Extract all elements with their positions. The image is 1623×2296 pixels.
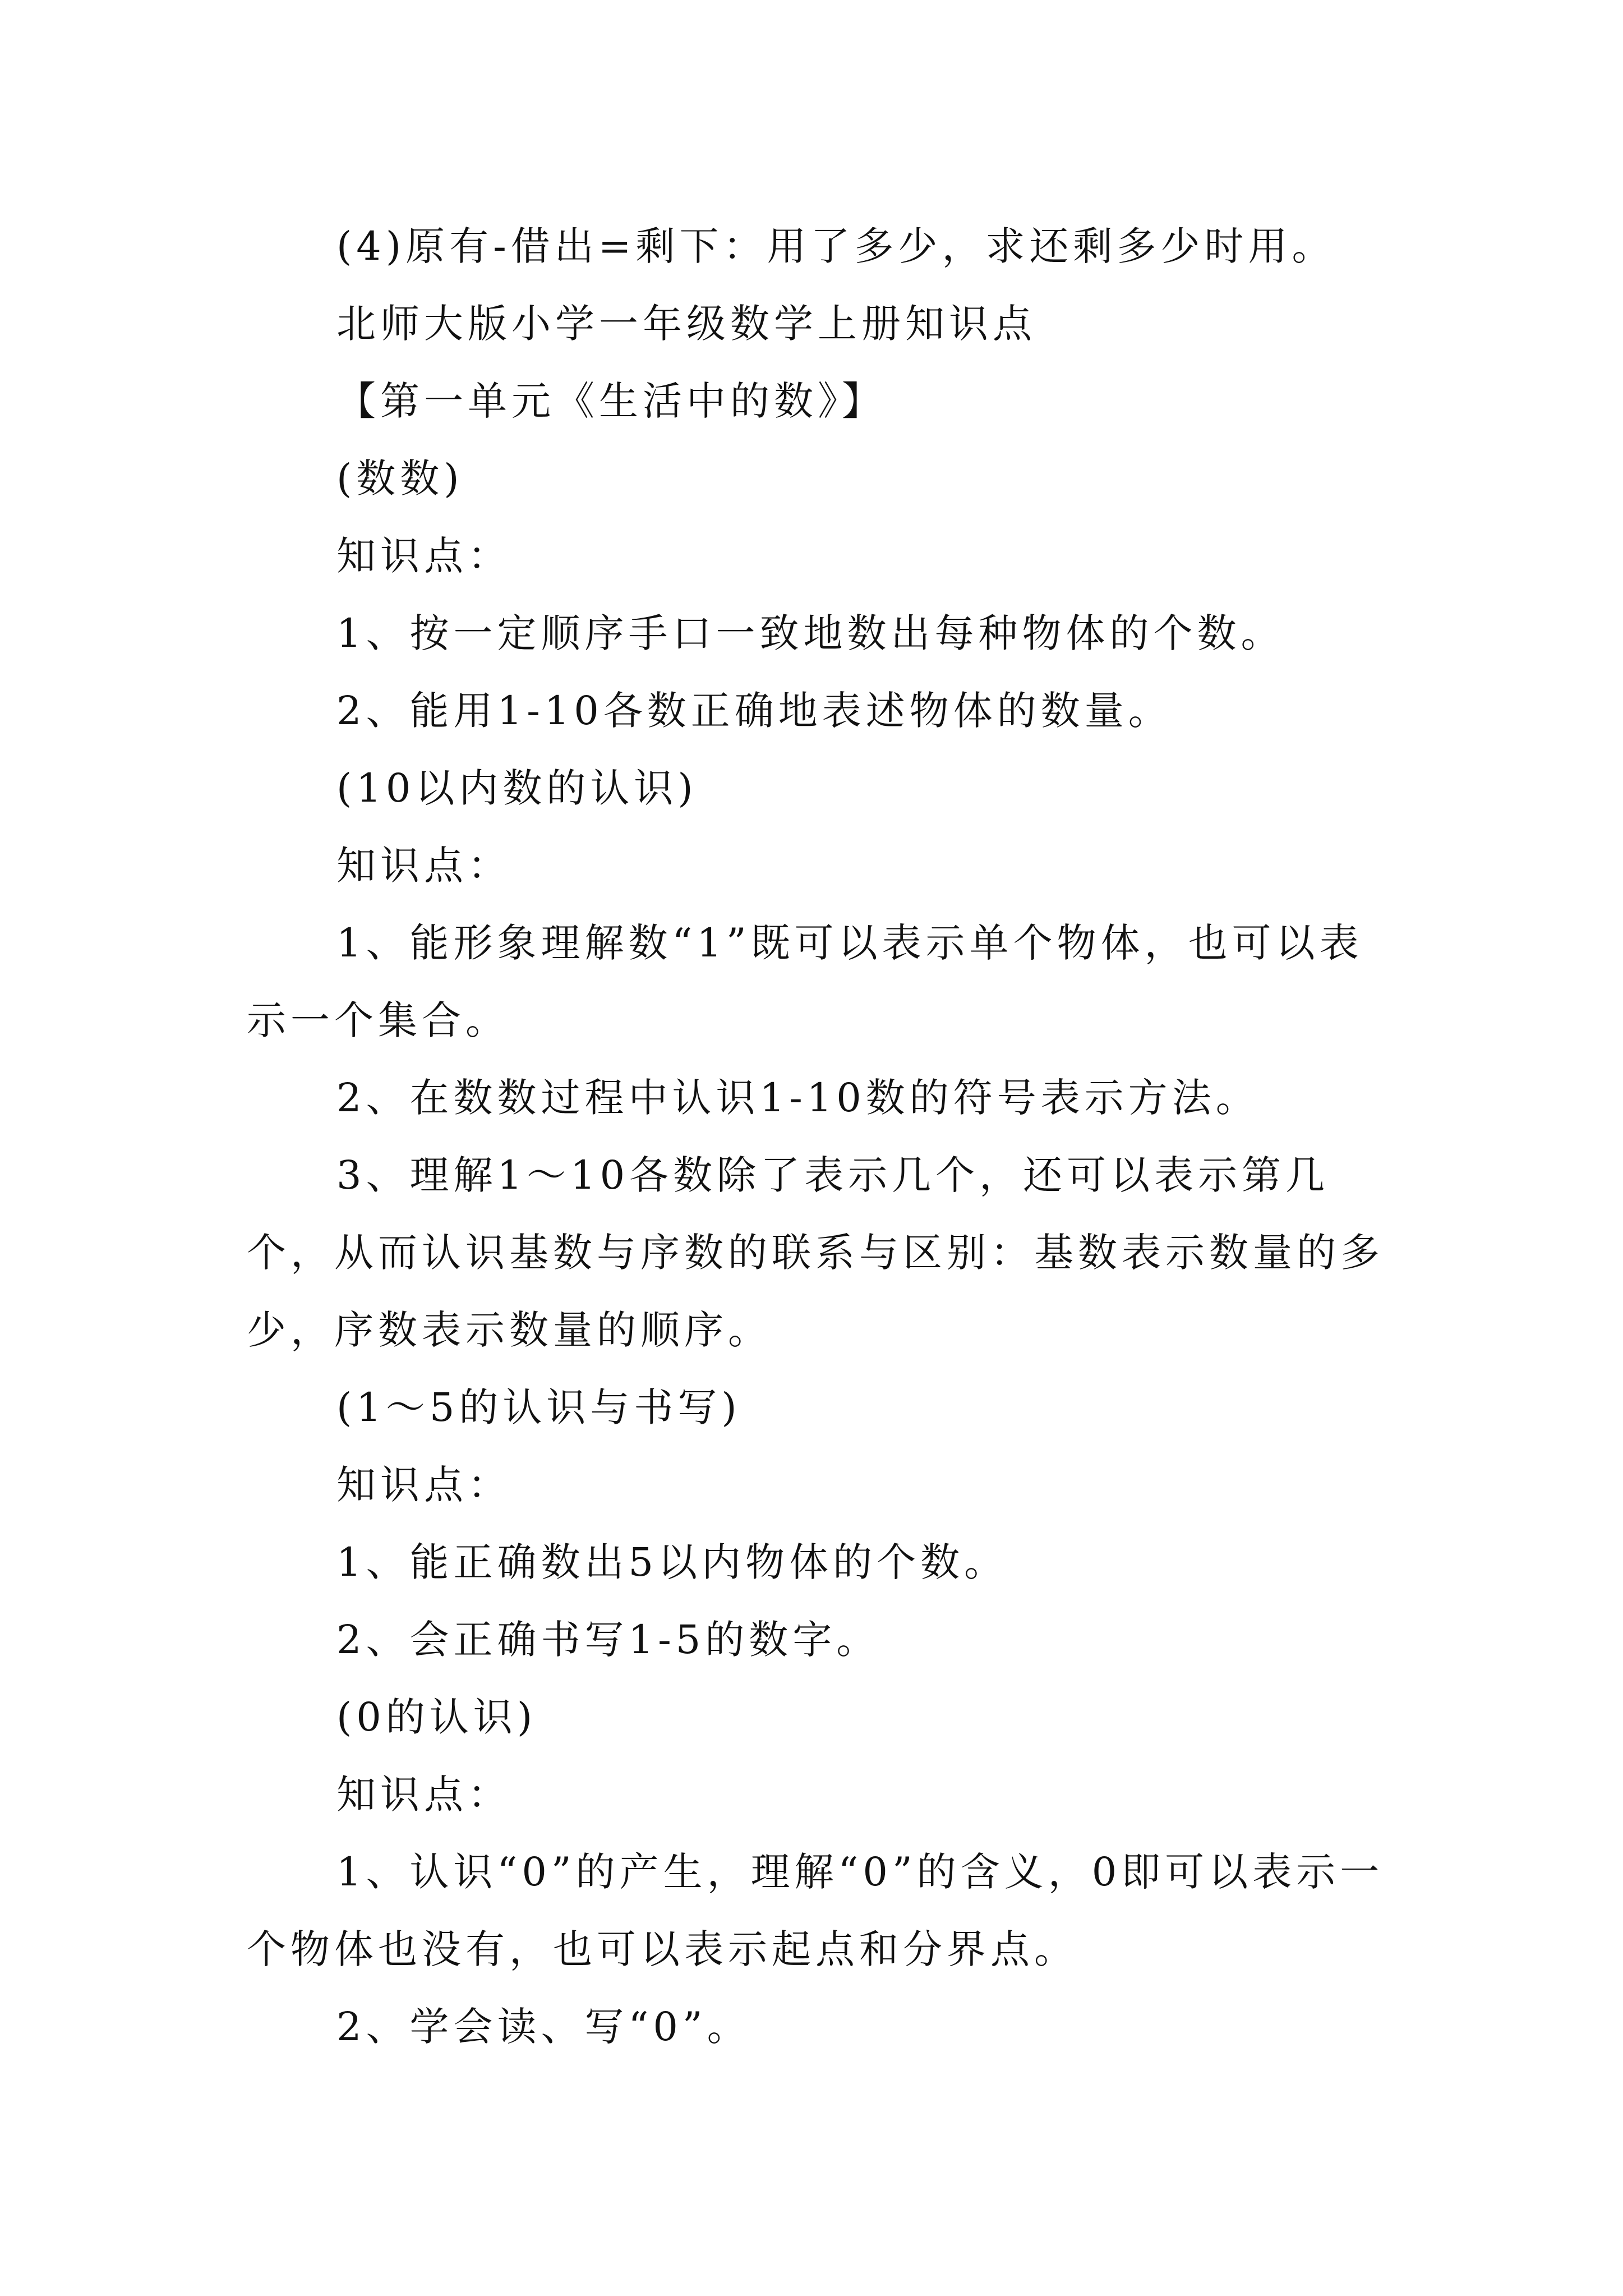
knowledge-item: 1、能正确数出5以内物体的个数。 [336,1539,1008,1585]
section-heading-numbers-within-10: (10以内数的认识) [336,765,698,811]
section-heading-1-to-5: (1～5的认识与书写) [336,1384,741,1430]
knowledge-item: 2、在数数过程中认识1-10数的符号表示方法。 [336,1075,1260,1121]
document-heading: 北师大版小学一年级数学上册知识点 [336,301,1036,347]
knowledge-label: 知识点： [336,1462,511,1508]
knowledge-item: 1、认识“0”的产生，理解“0”的含义，0即可以表示一个物体也没有，也可以表示起点和分界点。 [247,1849,1384,1972]
section-heading-counting: (数数) [336,455,464,501]
section-heading-zero: (0的认识) [336,1694,537,1740]
knowledge-label: 知识点： [336,1772,511,1818]
unit-heading: 【第一单元《生活中的数》】 [336,378,886,424]
knowledge-label: 知识点： [336,533,511,579]
knowledge-label: 知识点： [336,843,511,889]
knowledge-item: 2、会正确书写1-5的数字。 [336,1617,880,1663]
knowledge-item: 2、学会读、写“0”。 [336,2004,751,2050]
knowledge-item: 1、按一定顺序手口一致地数出每种物体的个数。 [336,610,1285,656]
knowledge-item: 1、能形象理解数“1”既可以表示单个物体，也可以表示一个集合。 [247,920,1363,1043]
knowledge-item: 2、能用1-10各数正确地表述物体的数量。 [336,688,1172,734]
knowledge-item: 3、理解1～10各数除了表示几个，还可以表示第几个，从而认识基数与序数的联系与区别：基数表示数量的多少，序数表示数量的顺序。 [247,1152,1384,1353]
document-body [247,208,1385,2065]
paragraph-subtraction-rule: (4)原有-借出=剩下：用了多少，求还剩多少时用。 [336,223,1336,269]
